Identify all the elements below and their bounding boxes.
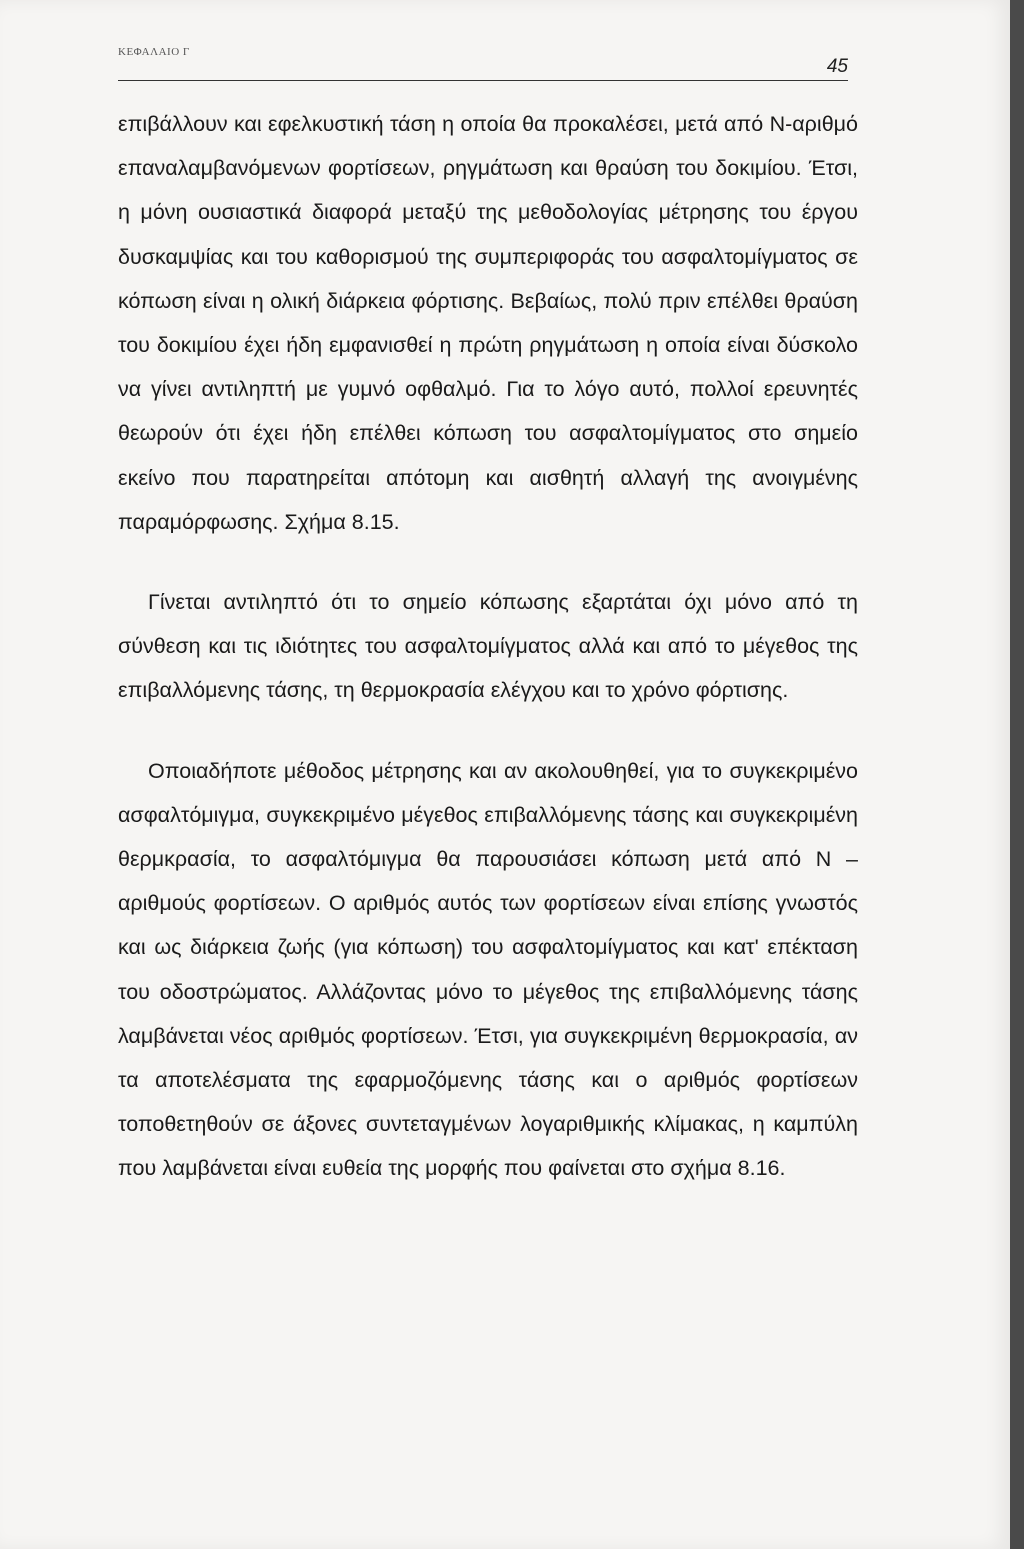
paragraph-fatigue-life: Οποιαδήποτε μέθοδος μέτρησης και αν ακολουθηθεί, για το συγκεκριμένο ασφαλτόμιγμα, συγκεκριμένο μέγεθος επιβαλλόμενης τάσης και συγκεκριμένη θερμκρασία, το ασφαλτόμιγμα θα παρουσιάσει κόπωση μετά από Ν – αριθμούς φορτίσεων. Ο αριθμός αυτός των φορτίσεων είναι επίσης γνωστός και ως διάρκεια ζωής (για κόπωση) του ασφαλτομίγματος και κατ' επέκταση του οδοστρώματος. Αλλάζοντας μόνο το μέγεθος της επιβαλλόμενης τάσης λαμβάνεται νέος αριθμός φορτίσεων. Έτσι, για συγκεκριμένη θερμοκρασία, αν τα αποτελέσματα της εφαρμοζόμενης τάσης και ο αριθμός φορτίσεων τοποθετηθούν σε άξονες συντεταγμένων λογαριθμικής κλίμακας, η καμπύλη που λαμβάνεται είναι ευθεία της μορφής που φαίνεται στο σχήμα 8.16. xyxy=(118,758,858,1181)
page-number: 45 xyxy=(826,56,848,77)
header-rule xyxy=(118,80,848,81)
body-text xyxy=(118,102,858,1191)
paragraph-fatigue-definition: επιβάλλουν και εφελκυστική τάση η οποία θα προκαλέσει, μετά από Ν-αριθμό επαναλαμβανόμενων φορτίσεων, ρηγμάτωση και θραύση του δοκιμίου. Έτσι, η μόνη ουσιαστικά διαφορά μεταξύ της μεθοδολογίας μέτρησης του έργου δυσκαμψίας και του καθορισμού της συμπεριφοράς του ασφαλτομίγματος σε κόπωση είναι η ολική διάρκεια φόρτισης. Βεβαίως, πολύ πριν επέλθει θραύση του δοκιμίου έχει ήδη εμφανισθεί η πρώτη ρηγμάτωση η οποία είναι δύσκολο να γίνει αντιληπτή με γυμνό οφθαλμό. Για το λόγο αυτό, πολλοί ερευνητές θεωρούν ότι έχει ήδη επέλθει κόπωση του ασφαλτομίγματος στο σημείο εκείνο που παρατηρείται απότομη και αισθητή αλλαγή της ανοιγμένης παραμόρφωσης. Σχήμα 8.15. xyxy=(118,112,858,534)
page-header xyxy=(118,46,848,86)
paragraph-fatigue-dependence: Γίνεται αντιληπτό ότι το σημείο κόπωσης εξαρτάται όχι μόνο από τη σύνθεση και τις ιδιότητες του ασφαλτομίγματος αλλά και από το μέγεθος της επιβαλλόμενης τάσης, τη θερμοκρασία ελέγχου και το χρόνο φόρτισης. xyxy=(118,590,858,703)
chapter-label: ΚΕΦΑΛΑΙΟ Γ xyxy=(118,46,190,58)
